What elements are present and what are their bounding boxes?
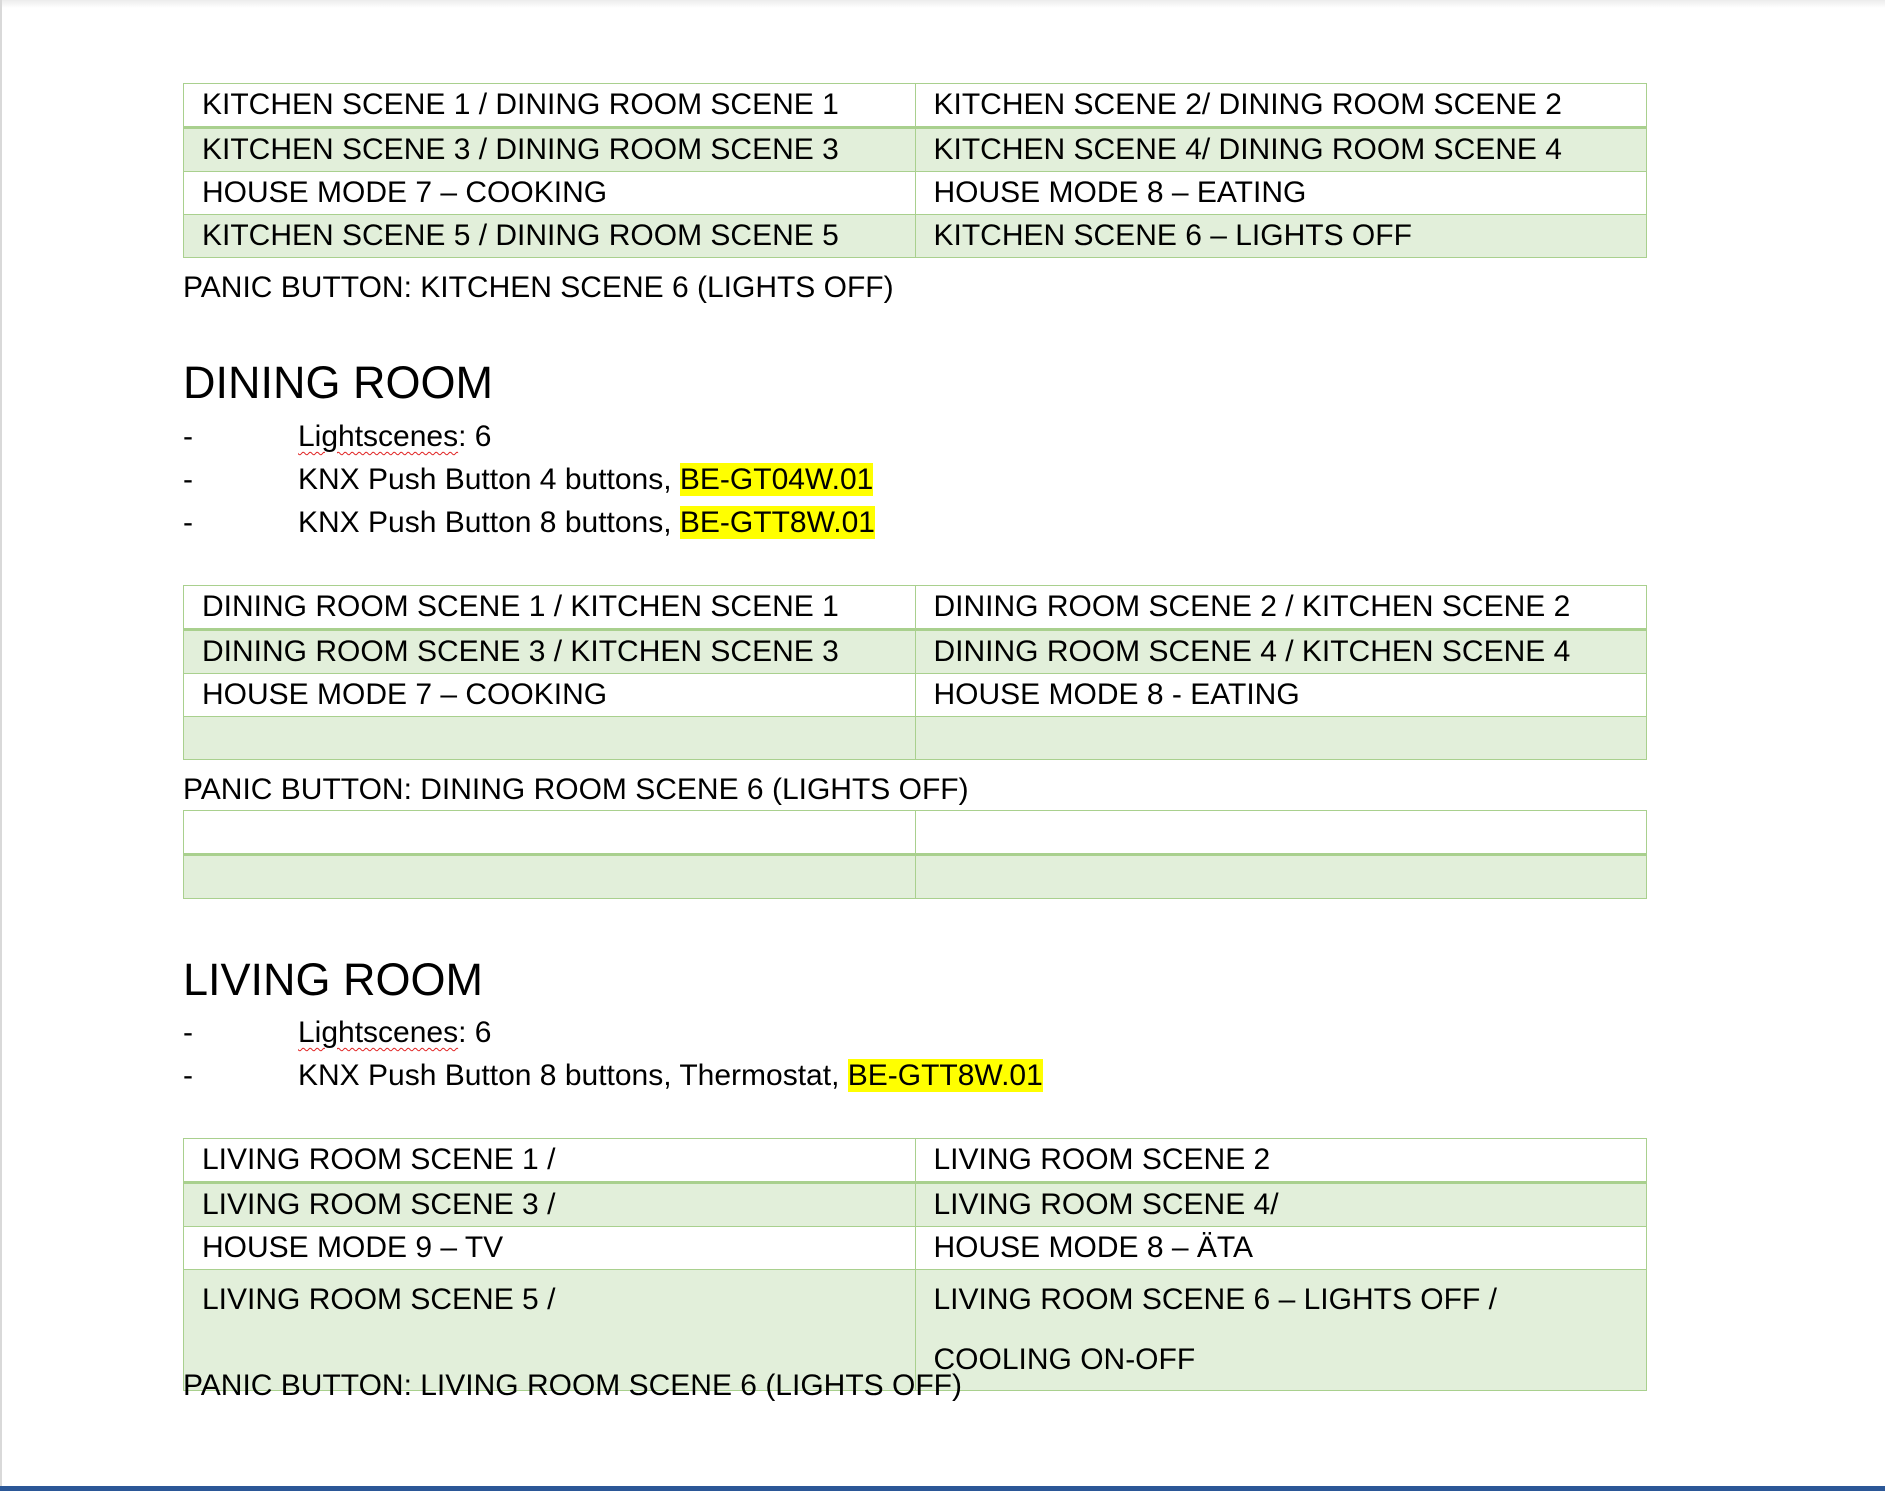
table-cell[interactable]: LIVING ROOM SCENE 5 / (184, 1270, 916, 1391)
highlighted-code: BE-GTT8W.01 (679, 506, 875, 539)
list-item-text: KNX Push Button 4 buttons, (298, 463, 680, 496)
list-item[interactable] (183, 1058, 1043, 1094)
table-cell[interactable]: DINING ROOM SCENE 3 / KITCHEN SCENE 3 (184, 630, 916, 674)
table-row (184, 84, 1647, 128)
table-cell[interactable]: HOUSE MODE 8 – ÄTA (915, 1227, 1647, 1270)
table-cell[interactable]: KITCHEN SCENE 3 / DINING ROOM SCENE 3 (184, 128, 916, 172)
highlighted-code: BE-GT04W.01 (679, 463, 874, 496)
table-cell[interactable]: LIVING ROOM SCENE 4/ (915, 1183, 1647, 1227)
table-cell[interactable]: KITCHEN SCENE 2/ DINING ROOM SCENE 2 (915, 84, 1647, 128)
table-row (184, 1183, 1647, 1227)
table-row (184, 674, 1647, 717)
living-room-heading[interactable]: LIVING ROOM (183, 954, 484, 1005)
empty-table (183, 810, 1647, 899)
highlighted-code: BE-GTT8W.01 (847, 1059, 1043, 1092)
table-cell[interactable]: DINING ROOM SCENE 2 / KITCHEN SCENE 2 (915, 586, 1647, 630)
list-item[interactable] (183, 1015, 491, 1051)
window-bottom-border (0, 1486, 1885, 1491)
table-row (184, 855, 1647, 899)
table-cell[interactable]: LIVING ROOM SCENE 3 / (184, 1183, 916, 1227)
table-cell[interactable] (184, 855, 916, 899)
living-room-scene-table (183, 1138, 1647, 1391)
list-item[interactable] (183, 505, 875, 541)
table-cell[interactable] (915, 855, 1647, 899)
table-cell[interactable]: LIVING ROOM SCENE 2 (915, 1139, 1647, 1183)
table-cell[interactable]: DINING ROOM SCENE 4 / KITCHEN SCENE 4 (915, 630, 1647, 674)
table-row (184, 811, 1647, 855)
living-room-panic-note[interactable]: PANIC BUTTON: LIVING ROOM SCENE 6 (LIGHTS OFF) (183, 1369, 962, 1402)
dining-room-heading[interactable]: DINING ROOM (183, 357, 493, 408)
table-cell[interactable]: HOUSE MODE 9 – TV (184, 1227, 916, 1270)
list-dash: - (183, 506, 193, 539)
table-cell[interactable] (184, 717, 916, 760)
table-cell[interactable]: KITCHEN SCENE 1 / DINING ROOM SCENE 1 (184, 84, 916, 128)
spellcheck-word: Lightscenes (298, 420, 459, 453)
table-cell[interactable]: KITCHEN SCENE 6 – LIGHTS OFF (915, 215, 1647, 258)
table-cell[interactable]: KITCHEN SCENE 5 / DINING ROOM SCENE 5 (184, 215, 916, 258)
table-cell[interactable]: LIVING ROOM SCENE 1 / (184, 1139, 916, 1183)
table-row (184, 1227, 1647, 1270)
list-item-text: : 6 (458, 1016, 492, 1049)
spellcheck-word: Lightscenes (298, 1016, 459, 1049)
table-row (184, 586, 1647, 630)
list-dash: - (183, 1016, 193, 1049)
list-dash: - (183, 463, 193, 496)
table-cell[interactable]: HOUSE MODE 7 – COOKING (184, 172, 916, 215)
list-item[interactable] (183, 462, 873, 498)
table-cell[interactable]: HOUSE MODE 7 – COOKING (184, 674, 916, 717)
table-cell[interactable] (915, 717, 1647, 760)
table-cell[interactable] (184, 811, 916, 855)
table-cell[interactable]: DINING ROOM SCENE 1 / KITCHEN SCENE 1 (184, 586, 916, 630)
list-dash: - (183, 1059, 193, 1092)
kitchen-scene-table (183, 83, 1647, 258)
table-cell[interactable] (915, 811, 1647, 855)
list-item-text: KNX Push Button 8 buttons, Thermostat, (298, 1059, 848, 1092)
table-cell[interactable]: KITCHEN SCENE 4/ DINING ROOM SCENE 4 (915, 128, 1647, 172)
table-row (184, 630, 1647, 674)
list-item-text: KNX Push Button 8 buttons, (298, 506, 680, 539)
table-cell[interactable]: HOUSE MODE 8 - EATING (915, 674, 1647, 717)
table-row (184, 1139, 1647, 1183)
table-row (184, 215, 1647, 258)
list-item[interactable] (183, 419, 491, 455)
table-row (184, 128, 1647, 172)
dining-room-scene-table (183, 585, 1647, 760)
table-row (184, 717, 1647, 760)
dining-room-panic-note[interactable]: PANIC BUTTON: DINING ROOM SCENE 6 (LIGHTS OFF) (183, 773, 969, 806)
kitchen-panic-note[interactable]: PANIC BUTTON: KITCHEN SCENE 6 (LIGHTS OFF) (183, 271, 894, 304)
list-dash: - (183, 420, 193, 453)
table-cell[interactable]: LIVING ROOM SCENE 6 – LIGHTS OFF / COOLING ON-OFF (915, 1270, 1647, 1391)
list-item-text: : 6 (458, 420, 492, 453)
table-row (184, 172, 1647, 215)
table-cell[interactable]: HOUSE MODE 8 – EATING (915, 172, 1647, 215)
